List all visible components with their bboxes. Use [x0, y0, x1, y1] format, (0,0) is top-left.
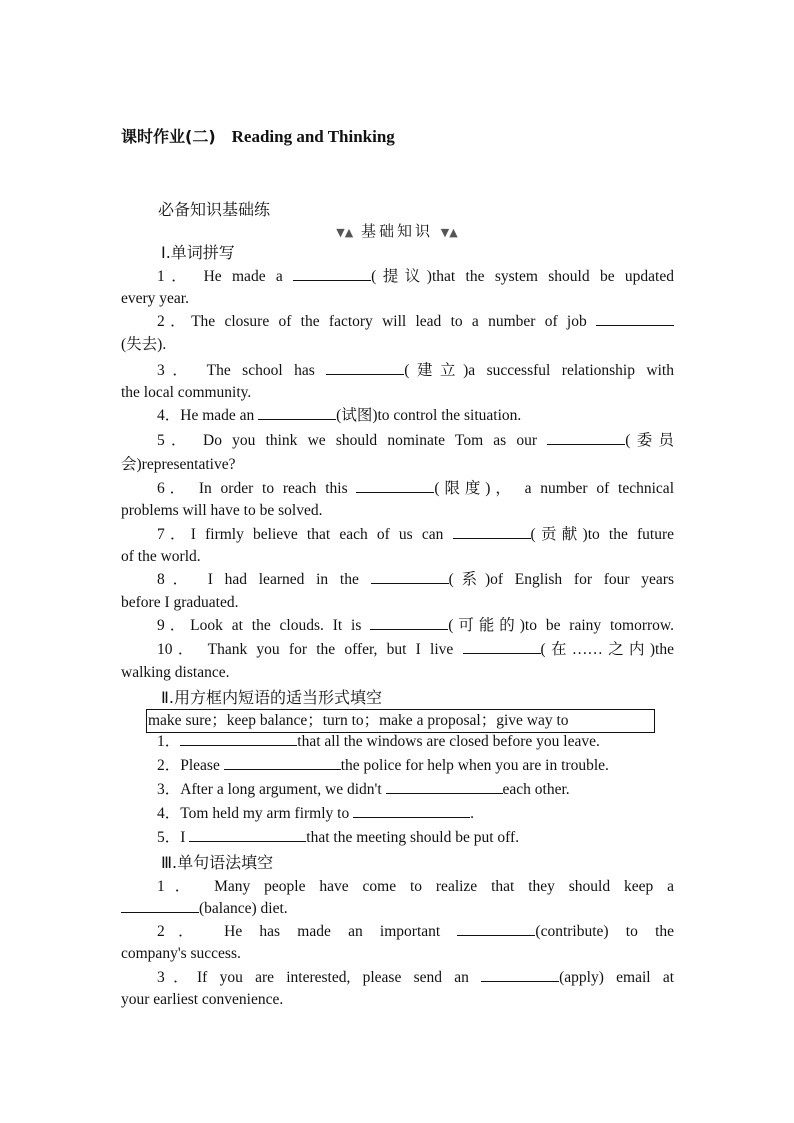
answer-blank[interactable]: [386, 779, 503, 794]
q-text: 5． Do you think we should nominate Tom as our: [157, 432, 548, 449]
q-text: 2． He has made an important: [157, 923, 458, 940]
answer-blank[interactable]: [224, 755, 341, 770]
q-text: 6． In order to reach this: [157, 480, 357, 497]
q-text: 4．Tom held my arm firmly to: [157, 805, 354, 822]
part1-q1-cont: every year.: [121, 290, 189, 307]
q-text: 8． I had learned in the: [157, 571, 371, 588]
part2-q4: [157, 803, 674, 825]
answer-blank[interactable]: [547, 430, 625, 445]
q-text: 7．I firmly believe that each of us can: [157, 526, 453, 543]
q-text: (系)of English for four years: [448, 571, 674, 588]
part2-q2: [157, 755, 674, 777]
part1-q10-cont: walking distance.: [121, 664, 230, 681]
answer-blank[interactable]: [370, 615, 448, 630]
part1-q3-cont: the local community.: [121, 384, 252, 401]
q-text: 2．Please: [157, 757, 224, 774]
title-chinese: 课时作业(二): [121, 127, 216, 146]
q-text: 4．He made an: [157, 407, 259, 424]
phrase-box: make sure；keep balance；turn to；make a proposal；give way to: [146, 709, 655, 733]
answer-blank[interactable]: [258, 405, 336, 420]
q-text: (贡献)to the future: [530, 526, 674, 543]
part2-heading: Ⅱ.用方框内短语的适当形式填空: [161, 688, 382, 707]
q-text: (在……之内)the: [540, 641, 674, 658]
q-text: (建立)a successful relationship with: [404, 362, 674, 379]
section-heading: 必备知识基础练: [158, 200, 271, 219]
q-text: 1． He made a: [157, 268, 294, 285]
part3-q1: 1． Many people have come to realize that they should keep a: [157, 878, 674, 895]
part1-heading: Ⅰ.单词拼写: [161, 243, 235, 262]
answer-blank[interactable]: [180, 731, 297, 746]
part3-q3-cont: your earliest convenience.: [121, 991, 284, 1008]
part3-q2: [157, 921, 674, 943]
q-text: .: [470, 805, 474, 822]
q-text: 1．: [157, 733, 181, 750]
q-text: (试图)to control the situation.: [336, 407, 522, 424]
triangle-left-icon: ▼▲: [336, 226, 354, 239]
part3-q1-cont: [121, 898, 674, 920]
q-text: (balance) diet.: [199, 900, 288, 917]
part1-q9: [157, 615, 674, 637]
part3-q3: [157, 967, 674, 989]
answer-blank[interactable]: [463, 639, 541, 654]
q-text: (委员: [625, 432, 674, 449]
q-text: (contribute) to the: [535, 923, 675, 940]
answer-blank[interactable]: [596, 311, 674, 326]
part1-q8: [157, 569, 674, 591]
part1-q10: [157, 639, 674, 661]
q-text: 10． Thank you for the offer, but I live: [157, 641, 463, 658]
q-text: (限度)， a number of technical: [434, 480, 674, 497]
part1-q6: [157, 478, 674, 500]
part2-q1: [157, 731, 674, 753]
part1-q4: [157, 405, 674, 427]
q-text: that the meeting should be put off.: [306, 829, 520, 846]
part2-q5: [157, 827, 674, 849]
title-english: Reading and Thinking: [231, 127, 395, 146]
part1-q6-cont: problems will have to be solved.: [121, 502, 323, 519]
answer-blank[interactable]: [371, 569, 449, 584]
answer-blank[interactable]: [481, 967, 559, 982]
q-text: each other.: [502, 781, 570, 798]
answer-blank[interactable]: [189, 827, 306, 842]
part2-q3: [157, 779, 674, 801]
part1-q7: [157, 524, 674, 546]
answer-blank[interactable]: [121, 898, 199, 913]
part3-q2-cont: company's success.: [121, 945, 241, 962]
part3-heading: Ⅲ.单句语法填空: [161, 853, 274, 872]
basic-knowledge-band: [0, 220, 794, 241]
answer-blank[interactable]: [293, 266, 371, 281]
q-text: the police for help when you are in trouble.: [340, 757, 609, 774]
q-text: 3．If you are interested, please send an: [157, 969, 482, 986]
part1-q2: [157, 311, 674, 333]
q-text: (可能的)to be rainy tomorrow.: [448, 617, 674, 634]
triangle-right-icon: ▼▲: [440, 226, 458, 239]
page-title: [121, 124, 395, 147]
part1-q7-cont: of the world.: [121, 548, 201, 565]
q-text: 9．Look at the clouds. It is: [157, 617, 371, 634]
part1-q3: [157, 360, 674, 382]
answer-blank[interactable]: [326, 360, 404, 375]
q-text: (提议)that the system should be updated: [371, 268, 674, 285]
q-text: 2．The closure of the factory will lead to a number of job: [157, 313, 596, 330]
part1-q8-cont: before I graduated.: [121, 594, 239, 611]
q-text: (apply) email at: [559, 969, 675, 986]
part1-q2-cont: (失去).: [121, 336, 167, 353]
answer-blank[interactable]: [457, 921, 535, 936]
q-text: 5．I: [157, 829, 190, 846]
answer-blank[interactable]: [353, 803, 470, 818]
answer-blank[interactable]: [453, 524, 531, 539]
part1-q5: [157, 430, 674, 452]
part1-q1: [157, 266, 674, 288]
q-text: that all the windows are closed before you leave.: [297, 733, 600, 750]
band-label: 基础知识: [360, 222, 433, 240]
q-text: 3． The school has: [157, 362, 327, 379]
q-text: 3．After a long argument, we didn't: [157, 781, 386, 798]
answer-blank[interactable]: [356, 478, 434, 493]
part1-q5-cont: 会)representative?: [121, 456, 236, 473]
